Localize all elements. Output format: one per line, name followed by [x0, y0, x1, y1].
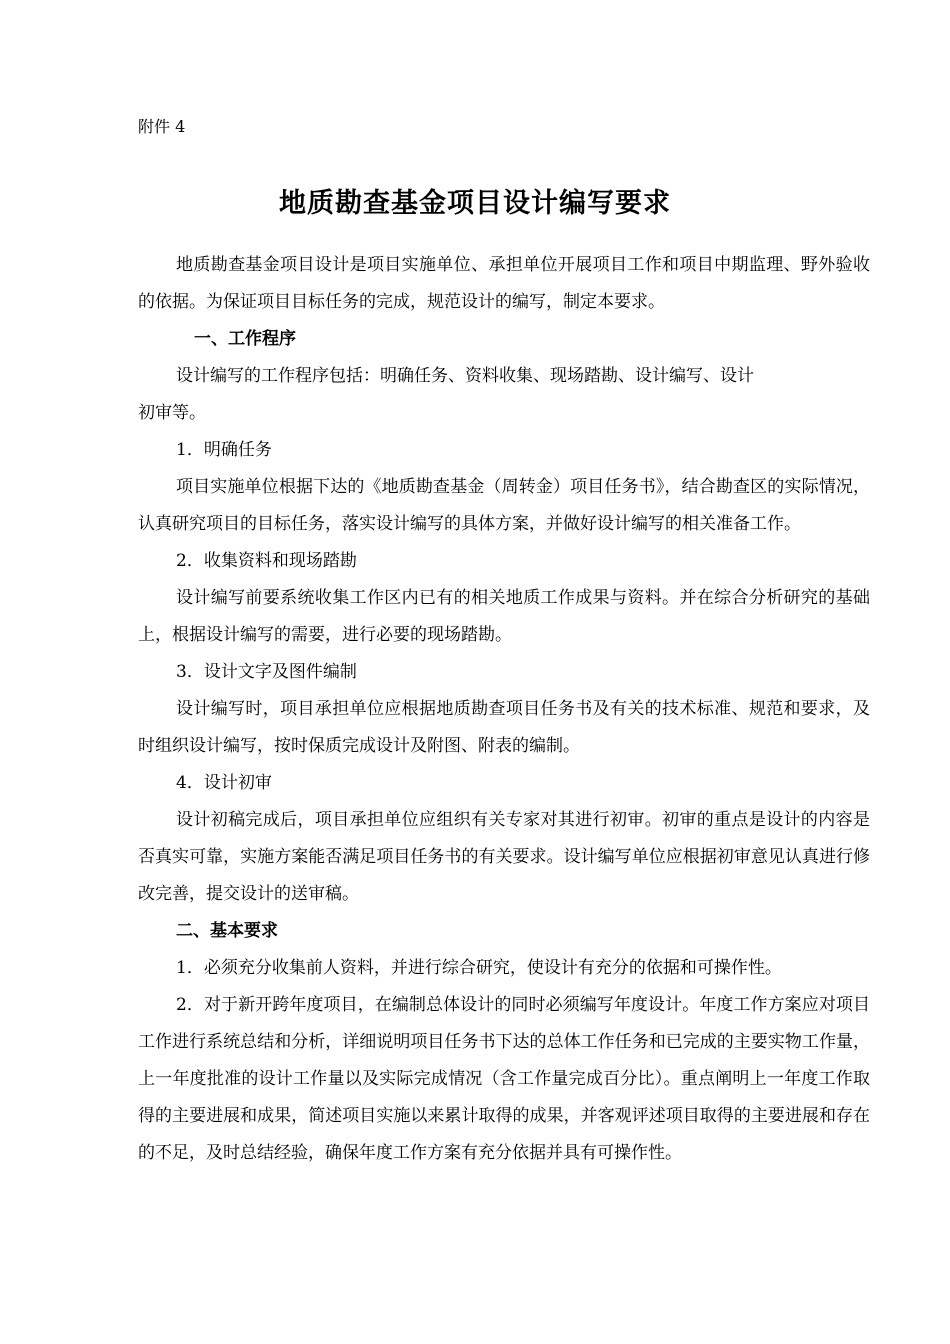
intro-paragraph: 地质勘查基金项目设计是项目实施单位、承担单位开展项目工作和项目中期监理、野外验收的依据。为保证项目目标任务的完成，规范设计的编写，制定本要求。: [138, 255, 870, 312]
section-1-heading: 一、工作程序: [194, 329, 296, 349]
requirement-2: 2．对于新开跨年度项目，在编制总体设计的同时必须编写年度设计。年度工作方案应对项目工作进行系统总结和分析，详细说明项目任务书下达的总体工作任务和已完成的主要实物工作量，上一年度批准的设计工作量以及实际完成情况（含工作量完成百分比）。重点阐明上一年度工作取得的主要进展和成果，简述项目实施以来累计取得的成果，并客观评述项目取得的主要进展和存在的不足，及时总结经验，确保年度工作方案有充分依据并具有可操作性。: [138, 995, 870, 1163]
item-3-text: 设计编写时，项目承担单位应根据地质勘查项目任务书及有关的技术标准、规范和要求，及时组织设计编写，按时保质完成设计及附图、附表的编制。: [138, 699, 870, 756]
item-2-heading: 2．收集资料和现场踏勘: [176, 551, 357, 571]
section-1-intro-line-2: 初审等。: [138, 403, 206, 423]
document-title: 地质勘查基金项目设计编写要求: [279, 188, 671, 219]
attachment-label: 附件 4: [138, 117, 186, 136]
item-1-text: 项目实施单位根据下达的《地质勘查基金（周转金）项目任务书》，结合勘查区的实际情况，认真研究项目的目标任务，落实设计编写的具体方案，并做好设计编写的相关准备工作。: [138, 477, 870, 534]
item-2-text: 设计编写前要系统收集工作区内已有的相关地质工作成果与资料。并在综合分析研究的基础上，根据设计编写的需要，进行必要的现场踏勘。: [138, 588, 870, 645]
item-1-heading: 1．明确任务: [176, 440, 272, 460]
item-4-heading: 4．设计初审: [176, 773, 272, 793]
section-2-heading: 二、基本要求: [176, 921, 278, 941]
document-body: [138, 247, 870, 1172]
item-4-text: 设计初稿完成后，项目承担单位应组织有关专家对其进行初审。初审的重点是设计的内容是否真实可靠，实施方案能否满足项目任务书的有关要求。设计编写单位应根据初审意见认真进行修改完善，提交设计的送审稿。: [138, 810, 870, 904]
section-1-intro-line-1: 设计编写的工作程序包括：明确任务、资料收集、现场踏勘、设计编写、设计: [176, 366, 754, 386]
item-3-heading: 3．设计文字及图件编制: [176, 662, 357, 682]
requirement-1: 1．必须充分收集前人资料，并进行综合研究，使设计有充分的依据和可操作性。: [176, 958, 782, 978]
